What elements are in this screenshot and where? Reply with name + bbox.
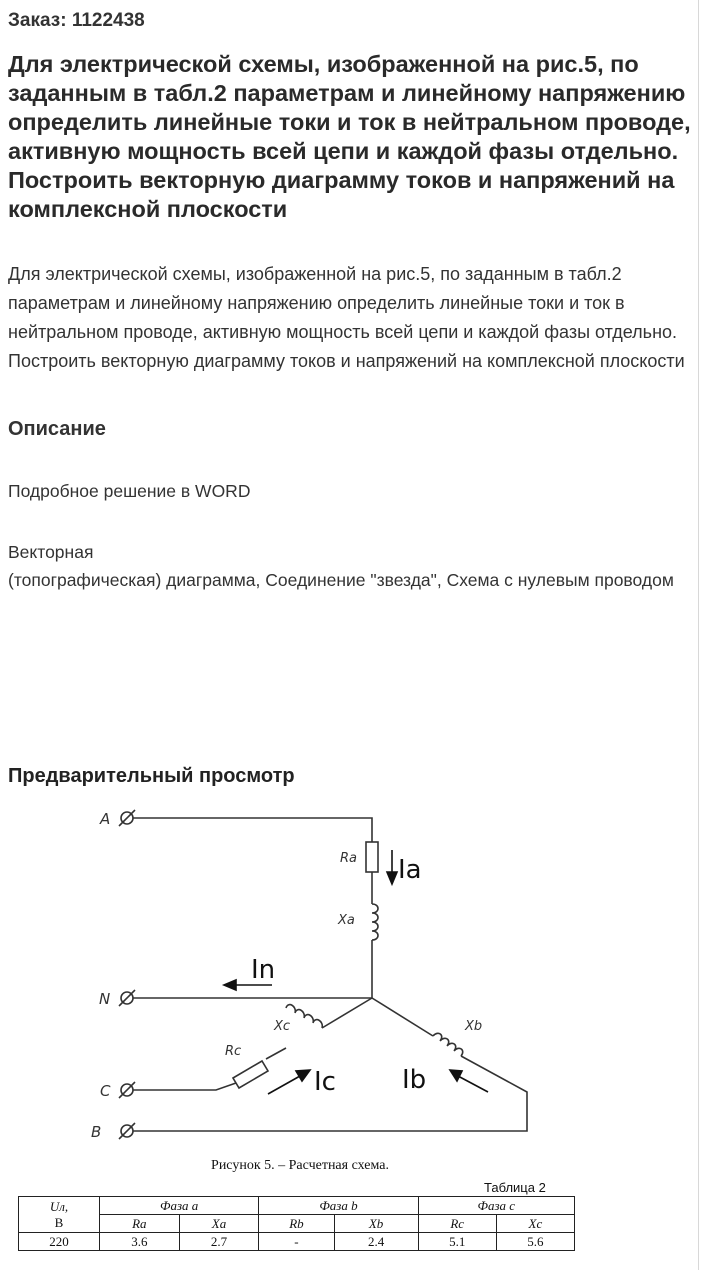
label-ib: Ib (402, 1065, 427, 1095)
table-cell: 5.1 (418, 1233, 496, 1251)
label-xb: Xb (465, 1019, 483, 1034)
table-cell: 220 (19, 1233, 100, 1251)
current-arrow-ic (268, 1076, 300, 1094)
wire-c (133, 1083, 236, 1090)
table-header: Rc (418, 1215, 496, 1233)
table-header: Xa (179, 1215, 259, 1233)
description-line-1: Подробное решение в WORD (8, 481, 251, 501)
table-cell: - (259, 1233, 334, 1251)
table-header-ul (19, 1197, 100, 1233)
inductor-xb (433, 1033, 463, 1056)
page-title: Для электрической схемы, изображенной на рис.5, по заданным в табл.2 параметрам и линейному напряжению определить линейные токи и ток в нейтральном проводе, активную мощность всей цепи и каждой фазы отдельно. Построить векторную диаграмму токов и напряжений на комплексной плоскости (8, 51, 691, 222)
terminal-b-symbol (119, 1123, 135, 1139)
terminal-b-label: B (91, 1123, 102, 1141)
table-cell: 5.6 (496, 1233, 574, 1251)
table-cell: 2.4 (334, 1233, 418, 1251)
description-heading: Описание (8, 418, 106, 440)
table-header-phase-c: Фаза c (418, 1197, 574, 1215)
table-header: Rb (259, 1215, 334, 1233)
table-header-phase-a: Фаза a (100, 1197, 259, 1215)
table-label: Таблица 2 (484, 1180, 546, 1195)
resistor-ra (366, 842, 378, 872)
order-number: Заказ: 1122438 (8, 10, 145, 31)
table-cell: 2.7 (179, 1233, 259, 1251)
terminal-c-label: C (100, 1082, 111, 1100)
ul-unit: В (54, 1214, 64, 1230)
label-xa: Xa (338, 913, 355, 928)
terminal-n-label: N (99, 990, 111, 1008)
ul-label: Uл, (49, 1198, 69, 1214)
task-text: Для электрической схемы, изображенной на рис.5, по заданным в табл.2 параметрам и линейному напряжению определить линейные токи и ток в нейтральном проводе, активную мощность всей цепи и каждой фазы отдельно. Построить векторную диаграмму токов и напряжений на комплексной плоскости (8, 264, 685, 371)
label-xc: Xc (274, 1019, 291, 1034)
terminal-c-symbol (119, 1082, 135, 1098)
table-cell: 3.6 (100, 1233, 180, 1251)
terminal-n-symbol (119, 990, 135, 1006)
label-ra: Ra (340, 851, 357, 866)
parameters-table (18, 1196, 575, 1251)
terminal-a-label: A (100, 810, 111, 828)
table-header-phase-b: Фаза b (259, 1197, 418, 1215)
table-row (19, 1233, 575, 1251)
label-ic: Ic (314, 1067, 336, 1097)
label-in: In (251, 955, 276, 985)
resistor-rc (233, 1061, 268, 1088)
table-header: Ra (100, 1215, 180, 1233)
table-header: Xc (496, 1215, 574, 1233)
wire-a (133, 818, 372, 842)
terminal-a-symbol (119, 810, 135, 826)
figure-caption: Рисунок 5. – Расчетная схема. (211, 1158, 389, 1173)
table-row (19, 1215, 575, 1233)
table-header: Xb (334, 1215, 418, 1233)
inductor-xc (286, 1005, 322, 1028)
preview-heading: Предварительный просмотр (8, 765, 295, 787)
current-arrow-ib (458, 1076, 488, 1092)
description-line-2 (8, 538, 698, 594)
label-rc: Rc (225, 1044, 242, 1059)
description-line-2-text: Векторная (топографическая) диаграмма, Соединение "звезда", Схема с нулевым проводом (8, 542, 674, 590)
label-ia: Ia (398, 855, 422, 885)
table-row (19, 1197, 575, 1215)
inductor-xa (372, 904, 378, 940)
